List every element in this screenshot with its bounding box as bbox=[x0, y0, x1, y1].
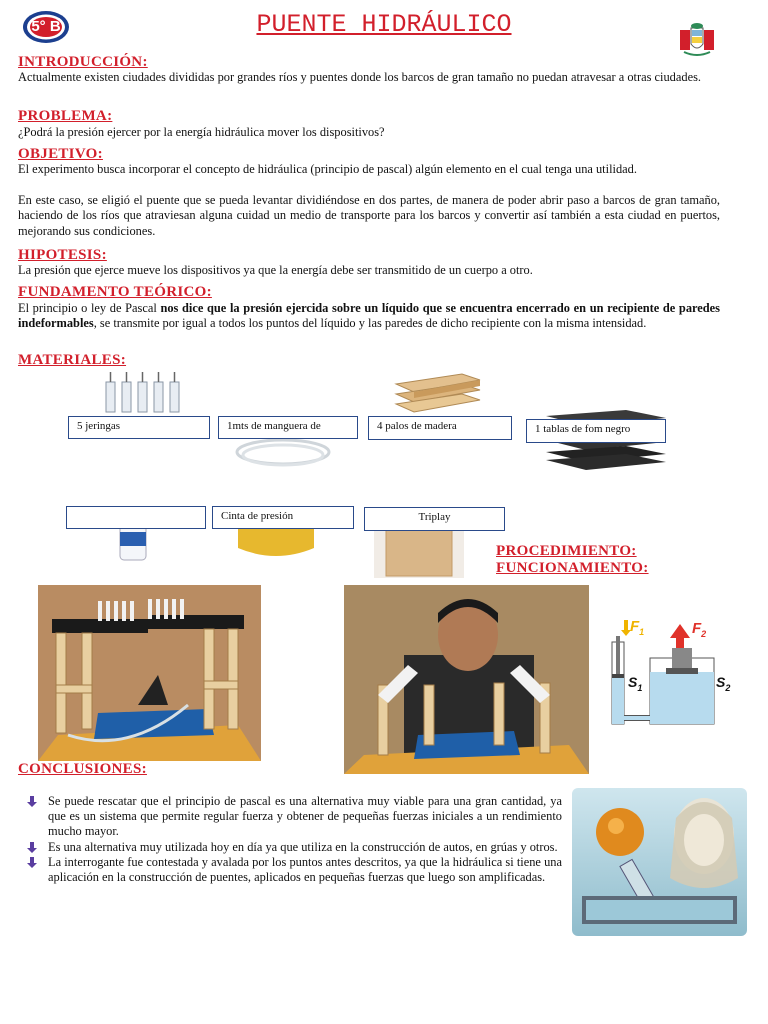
list-item bbox=[18, 855, 562, 885]
conclusiones-list bbox=[18, 794, 562, 885]
list-item bbox=[18, 794, 562, 840]
material-label-empty bbox=[66, 506, 206, 529]
material-label-jeringas: 5 jeringas bbox=[68, 416, 210, 439]
area-s2-label bbox=[716, 674, 730, 693]
force-f1-letter: F bbox=[630, 618, 640, 635]
list-item bbox=[18, 840, 562, 855]
area-s1-label bbox=[628, 674, 642, 693]
bridge-model-photo bbox=[38, 585, 261, 761]
hose-image bbox=[232, 438, 334, 472]
introduccion-text: Actualmente existen ciudades divididas por grandes ríos y puentes donde los barcos de gran tamaño no puedan atravesar a otras ciudades. bbox=[18, 70, 701, 84]
peru-coat-of-arms-logo bbox=[678, 22, 716, 58]
conclusion-text-1: Se puede rescatar que el principio de pascal es una alternativa muy viable para una gran cantidad, ya que es un sistema que permite regular fuerza y obtener de pequeñas fuerzas iniciales a un rendimiento mucho mayor. bbox=[48, 794, 562, 839]
introduccion-heading: INTRODUCCIÓN: bbox=[18, 54, 148, 70]
objetivo-text-2: En este caso, se eligió el puente que se pueda levantar dividiéndose en dos partes, de manera de poder abrir paso a barcos de gran tamaño, haciendo de los ríos que atraviesan alguna cuidad un medio de transporte para los barcos y convertir así también a esta ciudad en puertos, mejorando sus condiciones. bbox=[18, 193, 720, 238]
arrow-bullet-icon bbox=[26, 796, 38, 808]
fundamento-heading: FUNDAMENTO TEÓRICO: bbox=[18, 284, 212, 300]
material-label-triplay: Triplay bbox=[364, 507, 505, 531]
fundamento-text-a: El principio o ley de Pascal bbox=[18, 301, 161, 315]
hipotesis-heading: HIPOTESIS: bbox=[18, 247, 107, 263]
material-label-manguera: 1mts de manguera de bbox=[218, 416, 358, 439]
student-with-model-photo bbox=[344, 585, 589, 774]
material-label-palos: 4 palos de madera bbox=[368, 416, 512, 440]
problema-heading: PROBLEMA: bbox=[18, 108, 113, 124]
materiales-heading: MATERIALES: bbox=[18, 352, 127, 368]
wood-sticks-image bbox=[392, 370, 484, 418]
area-s2-letter: S bbox=[716, 674, 726, 690]
syringes-image bbox=[100, 372, 184, 416]
school-badge-text: 5° B bbox=[31, 18, 61, 35]
force-f2-letter: F bbox=[692, 620, 702, 637]
force-f2-subscript: 2 bbox=[701, 629, 707, 639]
material-label-fom: 1 tablas de fom negro bbox=[526, 419, 666, 443]
problema-text: ¿Podrá la presión ejercer por la energía hidráulica mover los dispositivos? bbox=[18, 125, 385, 139]
force-f1-subscript: 1 bbox=[639, 627, 645, 637]
funcionamiento-heading: FUNCIONAMIENTO: bbox=[496, 560, 649, 576]
objetivo-text-1: El experimento busca incorporar el concepto de hidráulica (principio de pascal) algún elemento en el cual tenga una utilidad. bbox=[18, 162, 637, 176]
plywood-image bbox=[374, 526, 464, 578]
force-f2-label bbox=[692, 620, 706, 639]
conclusion-text-2: Es una alternativa muy utilizada hoy en día ya que utiliza en la construcción de autos, en grúas y otros. bbox=[48, 839, 558, 854]
force-f1-label bbox=[630, 618, 644, 637]
conclusiones-list-container bbox=[18, 794, 562, 885]
pascal-portrait-illustration bbox=[572, 788, 747, 936]
material-label-cinta: Cinta de presión bbox=[212, 506, 354, 529]
arrow-bullet-icon bbox=[26, 842, 38, 854]
procedimiento-heading: PROCEDIMIENTO: bbox=[496, 543, 637, 559]
fundamento-text-bold: nos dice que la presión ejercida sobre un líquido que se encuentra encerrado en un recipiente de paredes indeformables bbox=[18, 301, 721, 331]
hipotesis-text: La presión que ejerce mueve los dispositivos ya que la energía debe ser transmitido de un cuerpo a otro. bbox=[18, 263, 533, 277]
area-s1-letter: S bbox=[628, 674, 638, 690]
conclusiones-heading: CONCLUSIONES: bbox=[18, 761, 147, 777]
fundamento-text-b: , se transmite por igual a todos los puntos del líquido y las paredes de dicho recipiente con la misma intensidad. bbox=[93, 316, 647, 331]
pascal-principle-diagram bbox=[600, 614, 740, 732]
area-s2-subscript: 2 bbox=[725, 682, 731, 693]
arrow-bullet-icon bbox=[26, 857, 38, 869]
fundamento-text bbox=[18, 301, 720, 332]
area-s1-subscript: 1 bbox=[637, 682, 643, 693]
page-title: PUENTE HIDRÁULICO bbox=[256, 10, 512, 39]
conclusion-text-3: La interrogante fue contestada y avalada por los puntos antes descritos, ya que la hidráulica si tiene una aplicación en la construcción de puentes, aplicados en pequeñas fuerzas que luego son amplificadas. bbox=[48, 854, 562, 885]
objetivo-heading: OBJETIVO: bbox=[18, 146, 103, 162]
